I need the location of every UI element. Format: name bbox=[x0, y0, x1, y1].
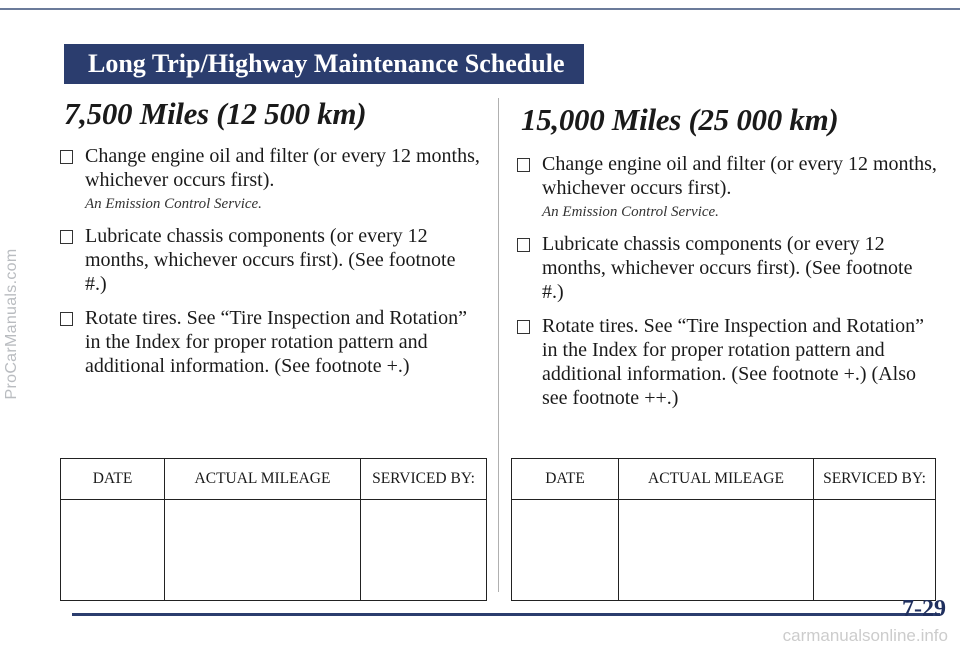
mileage-cell[interactable] bbox=[619, 500, 814, 601]
column-divider bbox=[498, 98, 499, 592]
serviced-by-header: SERVICED BY: bbox=[814, 459, 936, 500]
item-text: Rotate tires. See “Tire Inspection and Rotation” in the Index for proper rotation pattern and additional information. (See footnote +.) (Also see footnote ++.) bbox=[542, 315, 924, 409]
mileage-header: ACTUAL MILEAGE bbox=[619, 459, 814, 500]
date-header: DATE bbox=[512, 459, 619, 500]
service-record-table bbox=[511, 458, 936, 601]
checklist-item bbox=[517, 314, 947, 410]
table-row bbox=[61, 500, 487, 601]
item-note: An Emission Control Service. bbox=[85, 196, 262, 212]
item-text: Change engine oil and filter (or every 12 months, whichever occurs first). bbox=[85, 145, 480, 191]
bottom-watermark: carmanualsonline.info bbox=[782, 626, 948, 645]
section-banner: Long Trip/Highway Maintenance Schedule bbox=[64, 44, 584, 84]
right-column bbox=[517, 96, 947, 420]
item-text: Rotate tires. See “Tire Inspection and Rotation” in the Index for proper rotation pattern and additional information. (See footnote +.) bbox=[85, 307, 467, 377]
interval-heading: 15,000 Miles (25 000 km) bbox=[521, 102, 839, 137]
checklist-item bbox=[60, 224, 490, 296]
checkbox-icon[interactable] bbox=[60, 312, 73, 326]
serviced-by-header: SERVICED BY: bbox=[361, 459, 487, 500]
checkbox-icon[interactable] bbox=[517, 158, 530, 172]
item-text: Change engine oil and filter (or every 12 months, whichever occurs first). bbox=[542, 153, 937, 199]
item-note: An Emission Control Service. bbox=[542, 204, 719, 220]
service-record-table bbox=[60, 458, 487, 601]
checkbox-icon[interactable] bbox=[517, 238, 530, 252]
date-cell[interactable] bbox=[61, 500, 165, 601]
bottom-rule bbox=[72, 613, 940, 616]
left-column bbox=[60, 96, 490, 388]
table-header-row bbox=[512, 459, 936, 500]
table-header-row bbox=[61, 459, 487, 500]
date-cell[interactable] bbox=[512, 500, 619, 601]
checkbox-icon[interactable] bbox=[517, 320, 530, 334]
top-rule bbox=[0, 8, 960, 10]
checklist-item bbox=[517, 232, 947, 304]
serviced-by-cell[interactable] bbox=[814, 500, 936, 601]
mileage-cell[interactable] bbox=[165, 500, 361, 601]
side-watermark: ProCarManuals.com bbox=[3, 248, 20, 400]
checklist-item bbox=[60, 144, 490, 214]
table-row bbox=[512, 500, 936, 601]
item-text: Lubricate chassis components (or every 12 months, whichever occurs first). (See footnote #.) bbox=[85, 225, 456, 295]
mileage-header: ACTUAL MILEAGE bbox=[165, 459, 361, 500]
serviced-by-cell[interactable] bbox=[361, 500, 487, 601]
item-text: Lubricate chassis components (or every 12 months, whichever occurs first). (See footnote #.) bbox=[542, 233, 913, 303]
checkbox-icon[interactable] bbox=[60, 150, 73, 164]
page-number: 7-29 bbox=[902, 596, 946, 622]
checklist-item bbox=[60, 306, 490, 378]
checklist-item bbox=[517, 152, 947, 222]
date-header: DATE bbox=[61, 459, 165, 500]
checkbox-icon[interactable] bbox=[60, 230, 73, 244]
interval-heading: 7,500 Miles (12 500 km) bbox=[64, 96, 367, 131]
